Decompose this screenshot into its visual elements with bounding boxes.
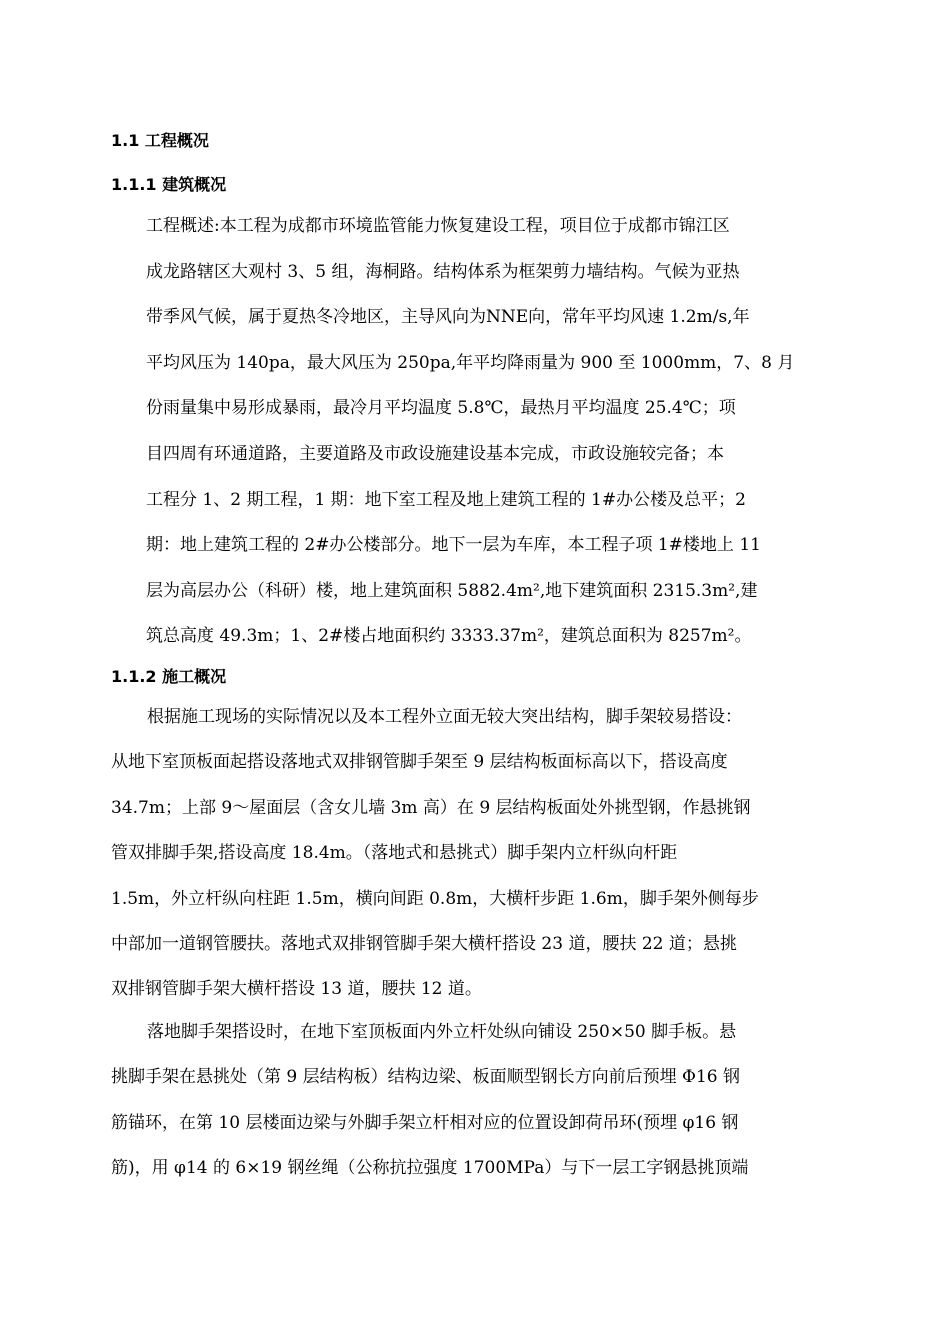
- paragraph-line: 挑脚手架在悬挑处（第 9 层结构板）结构边梁、板面顺型钢长方向前后预埋 Φ16 钢: [111, 1067, 740, 1088]
- paragraph-line: 平均风压为 140pa，最大风压为 250pa,年平均降雨量为 900 至 1000mm，7、8 月: [146, 352, 795, 373]
- section-heading-1-1-2: 1.1.2 施工概况: [111, 667, 227, 686]
- scaffold-details-paragraph: [111, 1010, 748, 1192]
- paragraph-line: 筑总高度 49.3m；1、2#楼占地面积约 3333.37m²，建筑总面积为 8257m²。: [146, 626, 752, 647]
- paragraph-line: 管双排脚手架,搭设高度 18.4m。（落地式和悬挑式）脚手架内立杆纵向杆距: [111, 843, 678, 864]
- paragraph-line: 层为高层办公（科研）楼，地上建筑面积 5882.4m²,地下建筑面积 2315.3m²,建: [146, 580, 758, 601]
- paragraph-line: 筋)，用 φ14 的 6×19 钢丝绳（公称抗拉强度 1700MPa）与下一层工字钢悬挑顶端: [111, 1158, 749, 1179]
- paragraph-line: 期：地上建筑工程的 2#办公楼部分。地下一层为车库，本工程子项 1#楼地上 11: [146, 535, 761, 556]
- paragraph-line: 1.5m，外立杆纵向柱距 1.5m，横向间距 0.8m，大横杆步距 1.6m，脚手架外侧每步: [111, 888, 759, 909]
- paragraph-line: 成龙路辖区大观村 3、5 组，海桐路。结构体系为框架剪力墙结构。气候为亚热: [146, 261, 740, 282]
- building-overview-paragraph: [146, 204, 794, 660]
- paragraph-line: 落地脚手架搭设时，在地下室顶板面内外立杆处纵向铺设 250×50 脚手板。悬: [147, 1022, 737, 1042]
- paragraph-line: 筋锚环，在第 10 层楼面边梁与外脚手架立杆相对应的位置设卸荷吊环(预埋 φ16 钢: [111, 1112, 739, 1133]
- paragraph-line: 34.7m；上部 9～屋面层（含女儿墙 3m 高）在 9 层结构板面处外挑型钢，作悬挑钢: [111, 797, 751, 818]
- paragraph-line: 从地下室顶板面起搭设落地式双排钢管脚手架至 9 层结构板面标高以下，搭设高度: [111, 752, 728, 773]
- section-heading-1-1-1: 1.1.1 建筑概况: [111, 175, 227, 194]
- paragraph-line: 份雨量集中易形成暴雨，最冷月平均温度 5.8℃，最热月平均温度 25.4℃；项: [146, 398, 736, 419]
- paragraph-line: 中部加一道钢管腰扶。落地式双排钢管脚手架大横杆搭设 23 道，腰扶 22 道；悬挑: [111, 933, 737, 954]
- paragraph-line: 双排钢管脚手架大横杆搭设 13 道，腰扶 12 道。: [111, 979, 482, 1000]
- section-heading-1-1: 1.1 工程概况: [111, 131, 209, 150]
- paragraph-line: 根据施工现场的实际情况以及本工程外立面无较大突出结构，脚手架较易搭设：: [147, 707, 742, 727]
- paragraph-line: 带季风气候，属于夏热冬冷地区，主导风向为NNE向，常年平均风速 1.2m/s,年: [146, 307, 750, 328]
- paragraph-line: 工程概述:本工程为成都市环境监管能力恢复建设工程，项目位于成都市锦江区: [146, 216, 730, 236]
- construction-overview-paragraph: [111, 695, 759, 1013]
- paragraph-line: 工程分 1、2 期工程，1 期：地下室工程及地上建筑工程的 1#办公楼及总平；2: [146, 489, 746, 510]
- paragraph-line: 目四周有环通道路，主要道路及市政设施建设基本完成，市政设施较完备；本: [146, 443, 724, 464]
